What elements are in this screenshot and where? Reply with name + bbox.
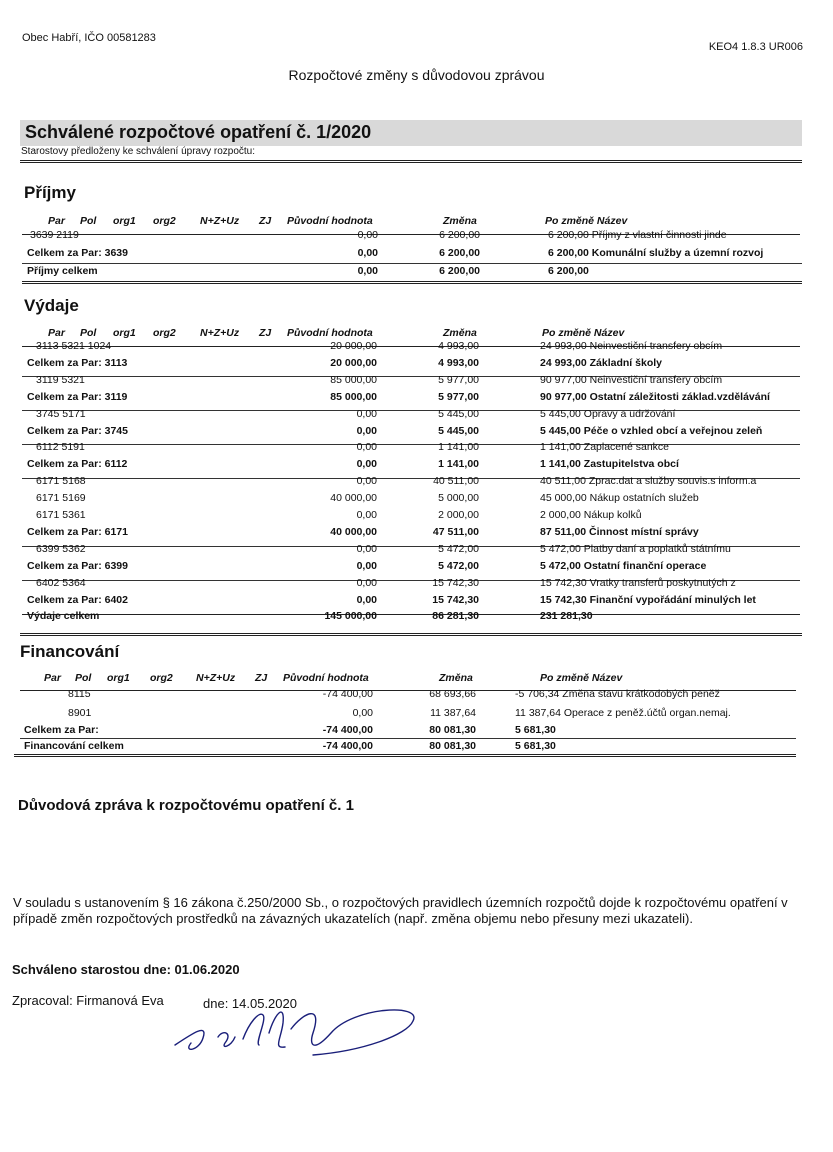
column-header-puvodni: Původní hodnota	[287, 215, 373, 227]
row-change: 1 141,00	[438, 441, 479, 454]
row-code: 3119 5321	[36, 373, 85, 386]
row-code: 3113 5321 1024	[36, 340, 112, 352]
column-header-pol: Pol	[80, 215, 97, 227]
row-after: 5 445,00 Péče o vzhled obcí a veřejnou zeleň	[540, 424, 763, 437]
row-code: Celkem za Par: 3639	[27, 247, 128, 259]
row-code: 6171 5169	[36, 492, 86, 505]
column-header-par: Par	[48, 215, 65, 227]
row-original: 0,00	[356, 559, 377, 572]
table-rule	[20, 633, 802, 636]
row-original: 0,00	[357, 247, 378, 259]
column-header-pol: Pol	[75, 672, 92, 684]
approval-line: Schváleno starostou dne: 01.06.2020	[12, 962, 240, 977]
row-code: 8901	[68, 707, 92, 719]
row-after: 5 681,30	[515, 740, 556, 752]
column-header-org2: org2	[150, 672, 173, 684]
row-change: 5 445,00	[438, 407, 479, 420]
row-code: 3745 5171	[36, 407, 86, 420]
row-after: 5 445,00 Opravy a udržování	[540, 407, 676, 420]
row-change: 80 081,30	[429, 724, 476, 736]
row-change: 5 000,00	[438, 492, 479, 505]
row-change: 5 472,00	[438, 559, 479, 572]
row-original: 85 000,00	[330, 373, 377, 386]
row-code: 6112 5191	[36, 441, 85, 454]
table-rule	[20, 738, 796, 739]
row-original: -74 400,00	[322, 688, 373, 700]
column-header-puvodni: Původní hodnota	[283, 672, 369, 684]
row-after: 90 977,00 Ostatní záležitosti základ.vzdělávání	[540, 390, 770, 403]
row-after: 24 993,00 Neinvestiční transfery obcím	[540, 340, 723, 352]
column-header-po-zmene: Po změně Název	[540, 672, 623, 684]
row-code: 6402 5364	[36, 576, 86, 589]
row-after: 11 387,64 Operace z peněž.účtů organ.nemaj.	[515, 707, 731, 719]
column-header-nzuz: N+Z+Uz	[196, 672, 236, 684]
section-title-prijmy: Příjmy	[24, 183, 76, 202]
column-header-zmena: Změna	[443, 215, 477, 227]
row-after: 45 000,00 Nákup ostatních služeb	[540, 492, 699, 505]
row-after: 6 200,00 Komunální služby a územní rozvoj	[548, 247, 764, 259]
row-change: 4 993,00	[438, 340, 479, 352]
column-header-org1: org1	[107, 672, 130, 684]
signature	[163, 993, 423, 1063]
row-original: 0,00	[356, 475, 377, 488]
row-change: 5 977,00	[438, 373, 479, 386]
row-original: 40 000,00	[330, 525, 377, 538]
row-code: Příjmy celkem	[27, 265, 98, 277]
row-code: Celkem za Par: 6399	[27, 559, 128, 572]
row-change: 47 511,00	[432, 525, 479, 538]
row-original: 85 000,00	[330, 390, 377, 403]
row-change: 15 742,30	[432, 576, 479, 589]
section-title-financovani: Financování	[20, 642, 120, 661]
table-rule	[22, 281, 802, 284]
row-original: 0,00	[356, 542, 377, 555]
row-after: 5 472,00 Ostatní finanční operace	[540, 559, 707, 572]
column-header-nzuz: N+Z+Uz	[200, 215, 240, 227]
row-change: 40 511,00	[433, 475, 479, 488]
row-after: 15 742,30 Finanční vypořádání minulých let	[540, 593, 756, 606]
table-rule	[14, 754, 796, 757]
column-header-puvodni: Původní hodnota	[287, 327, 373, 339]
row-change: 68 693,66	[429, 688, 476, 700]
page-subtitle: Starostovy předloženy ke schválení úpravy rozpočtu:	[21, 146, 256, 157]
row-original: 0,00	[352, 707, 373, 719]
row-original: 0,00	[356, 407, 377, 420]
row-after: 6 200,00	[548, 265, 589, 277]
row-code: 6399 5362	[36, 542, 86, 555]
row-change: 6 200,00	[439, 247, 480, 259]
row-original: 0,00	[356, 576, 377, 589]
row-after: 40 511,00 Zprac.dat a služby souvis.s inform.a	[540, 475, 757, 488]
row-change: 2 000,00	[438, 509, 479, 521]
row-code: Celkem za Par: 3113	[27, 356, 128, 369]
row-original: 20 000,00	[330, 356, 377, 369]
row-after: 24 993,00 Základní školy	[540, 356, 662, 369]
row-original: 145 000,00	[324, 610, 377, 623]
row-change: 4 993,00	[438, 356, 479, 369]
row-code: 3639 2119	[30, 229, 79, 241]
row-original: -74 400,00	[322, 740, 373, 752]
column-header-org1: org1	[113, 327, 136, 339]
section-title-vydaje: Výdaje	[24, 296, 79, 315]
row-original: 0,00	[356, 509, 377, 521]
row-code: Financování celkem	[24, 740, 124, 752]
row-after: 2 000,00 Nákup kolků	[540, 509, 642, 521]
table-rule	[22, 263, 802, 264]
column-header-zmena: Změna	[439, 672, 473, 684]
row-original: 0,00	[357, 265, 378, 277]
row-code: 6171 5168	[36, 475, 86, 488]
row-after: 1 141,00 Zaplacené sankce	[540, 441, 670, 454]
column-header-org1: org1	[113, 215, 136, 227]
column-header-pol: Pol	[80, 327, 97, 339]
prepared-by: Zpracoval: Firmanová Eva	[12, 993, 164, 1008]
row-original: 0,00	[357, 229, 378, 241]
row-original: 20 000,00	[330, 340, 377, 352]
row-code: Celkem za Par:	[24, 724, 99, 736]
page-title: Schválené rozpočtové opatření č. 1/2020	[25, 122, 372, 142]
column-header-zj: ZJ	[255, 672, 268, 684]
row-change: 5 472,00	[438, 542, 479, 555]
row-code: 8115	[68, 688, 91, 700]
column-header-par: Par	[44, 672, 61, 684]
row-after: 5 472,00 Platby daní a poplatků státnímu	[540, 542, 731, 555]
row-code: 6171 5361	[36, 509, 86, 521]
row-code: Výdaje celkem	[27, 610, 100, 623]
row-after: 87 511,00 Činnost místní správy	[540, 525, 699, 538]
row-after: -5 706,34 Změna stavu krátkodobých peněž	[515, 688, 720, 700]
row-original: 40 000,00	[330, 492, 377, 505]
row-after: 90 977,00 Neinvestiční transfery obcím	[540, 373, 723, 386]
row-original: 0,00	[356, 593, 377, 606]
row-after: 5 681,30	[515, 724, 556, 736]
row-change: 86 281,30	[432, 610, 479, 623]
report-code: KEO4 1.8.3 UR006	[708, 41, 803, 53]
reason-text: V souladu s ustanovením § 16 zákona č.250/2000 Sb., o rozpočtových pravidlech územních rozpočtů dojde k rozpočtovému opatření v případě změn rozpočtových prostředků na závazných ukazatelích (např. změna objemu nebo přesuny mezi ukazateli).	[13, 895, 788, 926]
row-after: 6 200,00 Příjmy z vlastní činnosti jinde	[548, 229, 727, 241]
column-header-org2: org2	[153, 215, 176, 227]
row-change: 80 081,30	[429, 740, 476, 752]
row-code: Celkem za Par: 6171	[27, 525, 128, 538]
column-header-org2: org2	[153, 327, 176, 339]
row-change: 6 200,00	[439, 229, 480, 241]
prepared-date: dne: 14.05.2020	[203, 996, 297, 1011]
row-original: -74 400,00	[322, 724, 373, 736]
row-after: 15 742,30 Vratky transferů poskytnutých z	[540, 576, 736, 589]
row-original: 0,00	[356, 441, 377, 454]
row-change: 11 387,64	[430, 707, 476, 719]
row-code: Celkem za Par: 3745	[27, 424, 128, 437]
row-change: 6 200,00	[439, 265, 480, 277]
row-after: 231 281,30	[540, 610, 593, 623]
organization-label: Obec Habří, IČO 00581283	[22, 32, 156, 44]
row-change: 15 742,30	[432, 593, 479, 606]
row-after: 1 141,00 Zastupitelstva obcí	[540, 458, 679, 471]
column-header-zmena: Změna	[443, 327, 477, 339]
row-code: Celkem za Par: 6112	[27, 458, 128, 471]
row-change: 5 977,00	[438, 390, 479, 403]
column-header-zj: ZJ	[259, 327, 272, 339]
column-header-zj: ZJ	[259, 215, 272, 227]
row-code: Celkem za Par: 3119	[27, 390, 128, 403]
column-header-par: Par	[48, 327, 65, 339]
reason-title: Důvodová zpráva k rozpočtovému opatření č. 1	[18, 797, 354, 814]
column-header-po-zmene: Po změně Název	[542, 327, 625, 339]
row-original: 0,00	[356, 424, 377, 437]
document-title: Rozpočtové změny s důvodovou zprávou	[288, 67, 545, 83]
title-divider	[20, 160, 802, 163]
row-change: 1 141,00	[438, 458, 479, 471]
row-original: 0,00	[356, 458, 377, 471]
row-change: 5 445,00	[438, 424, 479, 437]
column-header-po-zmene: Po změně Název	[545, 215, 628, 227]
row-code: Celkem za Par: 6402	[27, 593, 128, 606]
column-header-nzuz: N+Z+Uz	[200, 327, 240, 339]
